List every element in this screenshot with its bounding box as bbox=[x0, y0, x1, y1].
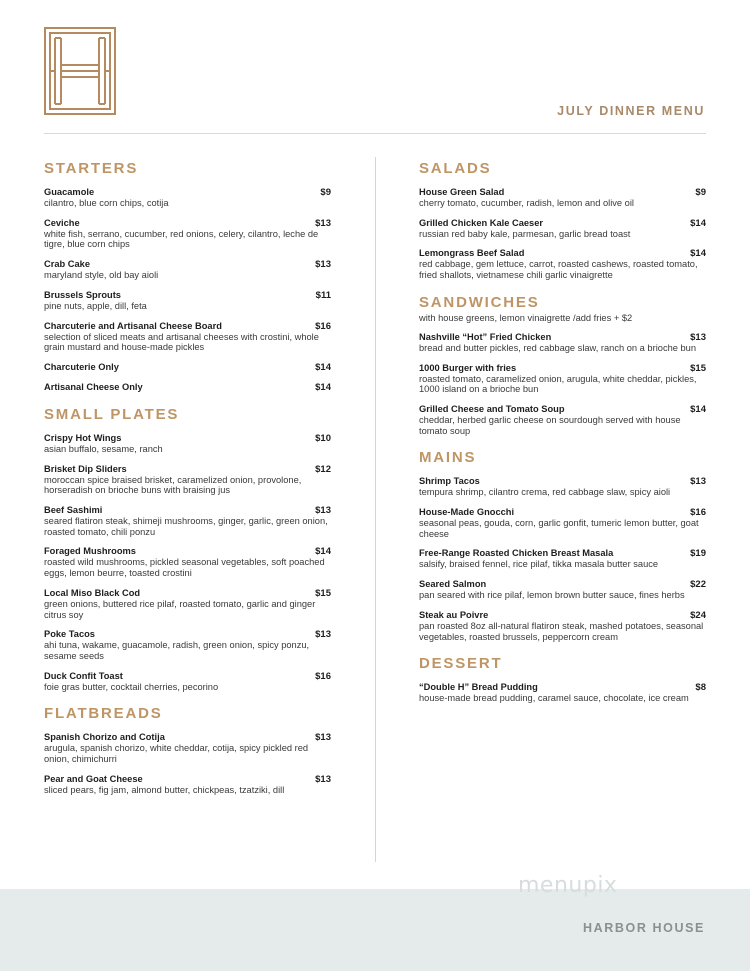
item-price: $9 bbox=[320, 187, 331, 198]
menu-item bbox=[44, 321, 331, 353]
harbor-house-logo bbox=[44, 27, 116, 115]
menu-item bbox=[44, 187, 331, 209]
item-price: $22 bbox=[690, 579, 706, 591]
menu-item bbox=[44, 629, 331, 661]
menu-item bbox=[419, 248, 706, 280]
menu-item bbox=[419, 187, 706, 209]
item-name: Charcuterie Only bbox=[44, 361, 119, 372]
item-price: $24 bbox=[690, 609, 706, 621]
item-price: $14 bbox=[690, 403, 706, 415]
item-name: Crab Cake bbox=[44, 259, 90, 270]
menu-item bbox=[44, 546, 331, 578]
menu-item bbox=[44, 259, 331, 281]
menu-item bbox=[419, 507, 706, 539]
item-price: $16 bbox=[690, 507, 706, 519]
item-name: Grilled Chicken Kale Caeser bbox=[419, 217, 544, 228]
item-price: $13 bbox=[315, 732, 331, 744]
item-description: bread and butter pickles, red cabbage slaw, ranch on a brioche bun bbox=[419, 342, 697, 353]
item-name: Poke Tacos bbox=[44, 629, 95, 640]
item-price: $14 bbox=[690, 248, 706, 260]
item-name: House Green Salad bbox=[419, 187, 505, 197]
item-description: pine nuts, apple, dill, feta bbox=[44, 300, 147, 311]
item-price: $14 bbox=[690, 217, 706, 229]
item-price: $8 bbox=[695, 682, 706, 694]
item-name: Free-Range Roasted Chicken Breast Masala bbox=[419, 548, 614, 559]
menu-item bbox=[44, 588, 331, 620]
item-name: Seared Salmon bbox=[419, 579, 487, 590]
item-name: Shrimp Tacos bbox=[419, 476, 480, 487]
item-price: $13 bbox=[315, 505, 331, 517]
item-description: selection of sliced meats and artisanal cheeses with crostini, whole grain mustard and house-made pickles bbox=[44, 331, 319, 353]
menu-item bbox=[419, 476, 706, 498]
item-price: $10 bbox=[315, 432, 331, 444]
menu-item bbox=[44, 382, 331, 393]
item-name: 1000 Burger with fries bbox=[419, 362, 517, 373]
item-description: pan seared with rice pilaf, lemon brown butter sauce, fines herbs bbox=[419, 590, 685, 601]
item-name: Artisanal Cheese Only bbox=[44, 381, 143, 392]
menu-item bbox=[419, 682, 706, 704]
item-name: Crispy Hot Wings bbox=[44, 432, 122, 443]
menu-item bbox=[44, 290, 331, 312]
menu-item bbox=[44, 218, 331, 250]
right-column bbox=[419, 160, 706, 717]
item-name: Brisket Dip Sliders bbox=[44, 463, 127, 474]
item-description: moroccan spice braised brisket, caramelized onion, provolone, horseradish on brioche buns with braising jus bbox=[44, 474, 302, 496]
item-description: white fish, serrano, cucumber, red onions, celery, cilantro, leche de tigre, blue corn chips bbox=[44, 228, 319, 250]
section-title: DESSERT bbox=[419, 655, 503, 673]
item-price: $14 bbox=[315, 381, 331, 393]
item-price: $14 bbox=[315, 361, 331, 373]
item-description: maryland style, old bay aioli bbox=[44, 270, 159, 281]
header-rule bbox=[44, 133, 706, 134]
menu-item bbox=[44, 362, 331, 373]
section-title: STARTERS bbox=[44, 160, 139, 177]
column-divider bbox=[375, 157, 376, 862]
menu-item bbox=[419, 579, 706, 601]
item-description: arugula, spanish chorizo, white cheddar, cotija, spicy pickled red onion, chimichurri bbox=[44, 743, 309, 765]
menu-title: JULY DINNER MENU bbox=[557, 104, 705, 118]
item-price: $12 bbox=[315, 463, 331, 475]
item-price: $13 bbox=[315, 629, 331, 641]
item-description: sliced pears, fig jam, almond butter, chickpeas, tzatziki, dill bbox=[44, 784, 285, 795]
item-price: $13 bbox=[315, 217, 331, 229]
item-price: $16 bbox=[315, 670, 331, 682]
section-title: SALADS bbox=[419, 160, 492, 177]
item-description: cherry tomato, cucumber, radish, lemon and olive oil bbox=[419, 198, 634, 208]
item-name: Charcuterie and Artisanal Cheese Board bbox=[44, 320, 222, 331]
item-name: Foraged Mushrooms bbox=[44, 546, 136, 557]
menu-item bbox=[419, 363, 706, 395]
item-description: pan roasted 8oz all-natural flatiron steak, mashed potatoes, seasonal vegetables, roasted brussels, peppercorn cream bbox=[419, 620, 704, 642]
item-name: Steak au Poivre bbox=[419, 609, 489, 620]
item-description: cilantro, blue corn chips, cotija bbox=[44, 198, 169, 208]
item-name: Brussels Sprouts bbox=[44, 289, 121, 300]
menu-item bbox=[44, 671, 331, 693]
item-name: Lemongrass Beef Salad bbox=[419, 248, 525, 259]
item-description: red cabbage, gem lettuce, carrot, roasted cashews, roasted tomato, fried shallots, vietnamese chili garlic vinaigrette bbox=[419, 259, 698, 281]
section-small-plates bbox=[44, 406, 331, 692]
menu-item bbox=[419, 218, 706, 240]
section-title: SANDWICHES bbox=[419, 293, 540, 311]
item-description: roasted tomato, caramelized onion, arugula, white cheddar, pickles, 1000 island on a brioche bun bbox=[419, 373, 697, 395]
menu-item bbox=[44, 433, 331, 455]
menu-item bbox=[419, 548, 706, 570]
item-description: ahi tuna, wakame, guacamole, radish, green onion, spicy ponzu, sesame seeds bbox=[44, 640, 310, 661]
item-price: $19 bbox=[690, 548, 706, 560]
item-description: roasted wild mushrooms, pickled seasonal vegetables, soft poached eggs, lemon beurre, toasted crostini bbox=[44, 557, 325, 579]
item-price: $16 bbox=[315, 320, 331, 332]
menu-item bbox=[44, 464, 331, 496]
section-title: SMALL PLATES bbox=[44, 405, 180, 423]
item-description: tempura shrimp, cilantro crema, red cabbage slaw, spicy aioli bbox=[419, 487, 671, 498]
item-description: asian buffalo, sesame, ranch bbox=[44, 443, 163, 454]
item-description: russian red baby kale, parmesan, garlic bread toast bbox=[419, 228, 631, 239]
item-price: $15 bbox=[315, 587, 331, 599]
section-salads bbox=[419, 160, 706, 281]
watermark: menupix bbox=[518, 873, 618, 898]
left-column bbox=[44, 160, 331, 808]
item-name: House-Made Gnocchi bbox=[419, 507, 515, 518]
menu-item bbox=[419, 610, 706, 642]
item-description: salsify, braised fennel, rice pilaf, tikka masala butter sauce bbox=[419, 559, 659, 570]
item-price: $13 bbox=[315, 259, 331, 271]
item-name: Local Miso Black Cod bbox=[44, 587, 141, 598]
item-description: seared flatiron steak, shimeji mushrooms, ginger, garlic, green onion, roasted tomato, chili ponzu bbox=[44, 516, 328, 537]
section-sandwiches bbox=[419, 294, 706, 437]
item-description: seasonal peas, gouda, corn, garlic gonfit, tumeric lemon butter, goat cheese bbox=[419, 518, 699, 539]
footer-restaurant-name: HARBOR HOUSE bbox=[583, 921, 705, 935]
section-dessert bbox=[419, 655, 706, 704]
item-name: Spanish Chorizo and Cotija bbox=[44, 732, 165, 743]
item-price: $13 bbox=[315, 773, 331, 785]
section-title: FLATBREADS bbox=[44, 705, 163, 723]
section-flatbreads bbox=[44, 705, 331, 795]
item-name: Nashville “Hot” Fried Chicken bbox=[419, 331, 552, 342]
item-price: $15 bbox=[690, 362, 706, 374]
menu-item bbox=[419, 332, 706, 354]
item-price: $13 bbox=[690, 476, 706, 488]
item-description: green onions, buttered rice pilaf, roasted tomato, garlic and ginger citrus soy bbox=[44, 598, 316, 620]
section-starters bbox=[44, 160, 331, 393]
menu-item bbox=[44, 505, 331, 537]
item-name: Ceviche bbox=[44, 217, 80, 228]
item-price: $14 bbox=[315, 546, 331, 558]
item-price: $9 bbox=[695, 187, 706, 198]
item-description: house-made bread pudding, caramel sauce, chocolate, ice cream bbox=[419, 693, 689, 704]
item-description: cheddar, herbed garlic cheese on sourdough served with house tomato soup bbox=[419, 414, 681, 436]
item-price: $13 bbox=[690, 331, 706, 343]
section-note: with house greens, lemon vinaigrette /add fries + $2 bbox=[419, 312, 633, 323]
footer-band bbox=[0, 889, 750, 971]
item-price: $11 bbox=[315, 289, 331, 301]
item-description: foie gras butter, cocktail cherries, pecorino bbox=[44, 681, 219, 692]
menu-item bbox=[44, 774, 331, 796]
menu-item bbox=[44, 732, 331, 764]
item-name: Pear and Goat Cheese bbox=[44, 773, 143, 784]
item-name: Duck Confit Toast bbox=[44, 670, 123, 681]
item-name: Beef Sashimi bbox=[44, 505, 103, 516]
section-mains bbox=[419, 449, 706, 642]
section-title: MAINS bbox=[419, 449, 477, 467]
item-name: “Double H” Bread Pudding bbox=[419, 682, 538, 693]
item-name: Guacamole bbox=[44, 187, 95, 197]
menu-item bbox=[419, 404, 706, 436]
item-name: Grilled Cheese and Tomato Soup bbox=[419, 403, 565, 414]
